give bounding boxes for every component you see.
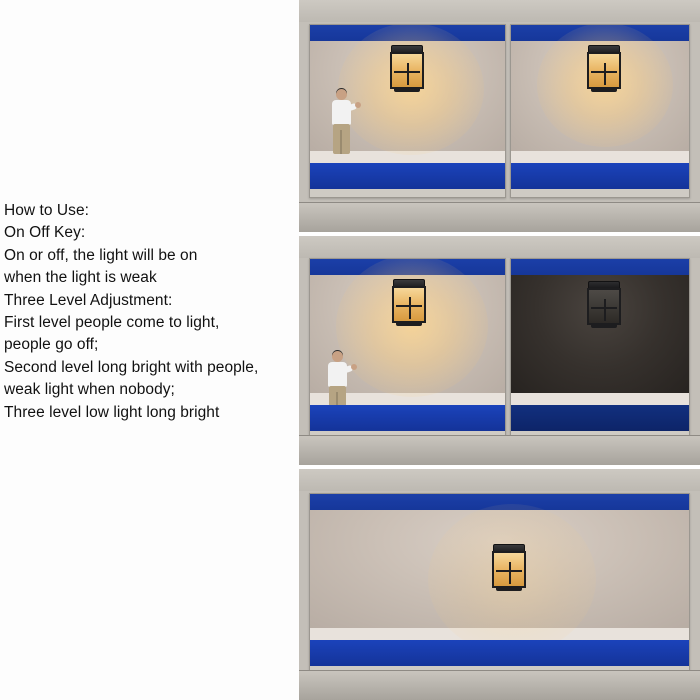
- panel-wall: [310, 510, 689, 628]
- person-legs: [333, 124, 350, 154]
- floor-edge-line: [299, 435, 700, 436]
- lamp-base: [496, 587, 522, 591]
- product-photo-top: [299, 0, 700, 232]
- instruction-line: On Off Key:: [4, 224, 86, 242]
- lamp-mullion: [604, 299, 606, 321]
- panel-wall: [310, 275, 505, 393]
- instruction-line: people go off;: [4, 336, 99, 354]
- scene-panel-lit-empty: [510, 24, 690, 198]
- lamp-base: [591, 324, 617, 328]
- ceiling-band: [299, 236, 700, 258]
- lamp-body: [587, 288, 621, 325]
- person-head: [336, 89, 347, 100]
- instructions-panel: [0, 0, 299, 700]
- instruction-line: First level people come to light,: [4, 314, 220, 332]
- solar-wall-lamp: [587, 45, 621, 89]
- person-torso: [332, 100, 351, 125]
- lamp-base: [591, 88, 617, 92]
- lamp-transom: [496, 570, 522, 572]
- floor-strip: [299, 670, 700, 700]
- floor-edge-line: [299, 670, 700, 671]
- solar-wall-lamp: [392, 279, 426, 323]
- product-photo-bottom: [299, 469, 700, 700]
- scene-panel-dim-wide: [309, 493, 690, 675]
- panel-bottom-band: [511, 163, 689, 189]
- panel-bottom-strip: [511, 189, 689, 197]
- panel-bottom-band: [310, 640, 689, 666]
- panel-top-band: [511, 25, 689, 41]
- instruction-line: On or off, the light will be on: [4, 246, 198, 264]
- lamp-base: [396, 322, 422, 326]
- lamp-body: [392, 286, 426, 323]
- lamp-body: [492, 551, 526, 588]
- solar-wall-lamp: [390, 45, 424, 89]
- panel-top-band: [310, 494, 689, 510]
- product-photo-column: [299, 0, 700, 700]
- person-hand: [355, 102, 361, 108]
- instruction-line: Three Level Adjustment:: [4, 291, 173, 309]
- scene-panel-lamp-off: [510, 258, 690, 440]
- scene-panel-lit-with-person: [309, 258, 506, 440]
- how-to-use-text: [4, 200, 299, 424]
- lamp-mullion: [407, 63, 409, 85]
- lamp-body: [390, 52, 424, 89]
- person-hand: [351, 364, 357, 370]
- floor-strip: [299, 435, 700, 465]
- lamp-transom: [394, 71, 420, 73]
- ceiling-band: [299, 469, 700, 491]
- lamp-base: [394, 88, 420, 92]
- panel-bottom-band: [511, 405, 689, 431]
- panel-bottom-band: [310, 163, 505, 189]
- ceiling-band: [299, 0, 700, 22]
- lamp-mullion: [409, 297, 411, 319]
- floor-strip: [299, 202, 700, 232]
- lamp-transom: [591, 71, 617, 73]
- lamp-mullion: [509, 562, 511, 584]
- lamp-transom: [591, 307, 617, 309]
- panel-top-band: [310, 259, 505, 275]
- panel-bottom-band: [310, 405, 505, 431]
- lamp-body: [587, 52, 621, 89]
- floor-edge-line: [299, 202, 700, 203]
- panel-top-band: [310, 25, 505, 41]
- lamp-mullion: [604, 63, 606, 85]
- lamp-transom: [396, 305, 422, 307]
- solar-wall-lamp: [492, 544, 526, 588]
- panel-top-band: [511, 259, 689, 275]
- panel-wall: [511, 41, 689, 151]
- scene-panel-lit-with-person: [309, 24, 506, 198]
- product-photo-middle: [299, 236, 700, 465]
- instruction-line: when the light is weak: [4, 269, 157, 287]
- panel-bottom-strip: [310, 189, 505, 197]
- instruction-line: How to Use:: [4, 202, 89, 219]
- instruction-line: Second level long bright with people,: [4, 358, 259, 376]
- solar-wall-lamp: [587, 281, 621, 325]
- person-head: [332, 351, 343, 362]
- instruction-line: weak light when nobody;: [4, 381, 175, 399]
- person-torso: [328, 362, 347, 387]
- instruction-line: Three level low light long bright: [4, 403, 220, 421]
- panel-wall: [511, 275, 689, 393]
- panel-wall: [310, 41, 505, 151]
